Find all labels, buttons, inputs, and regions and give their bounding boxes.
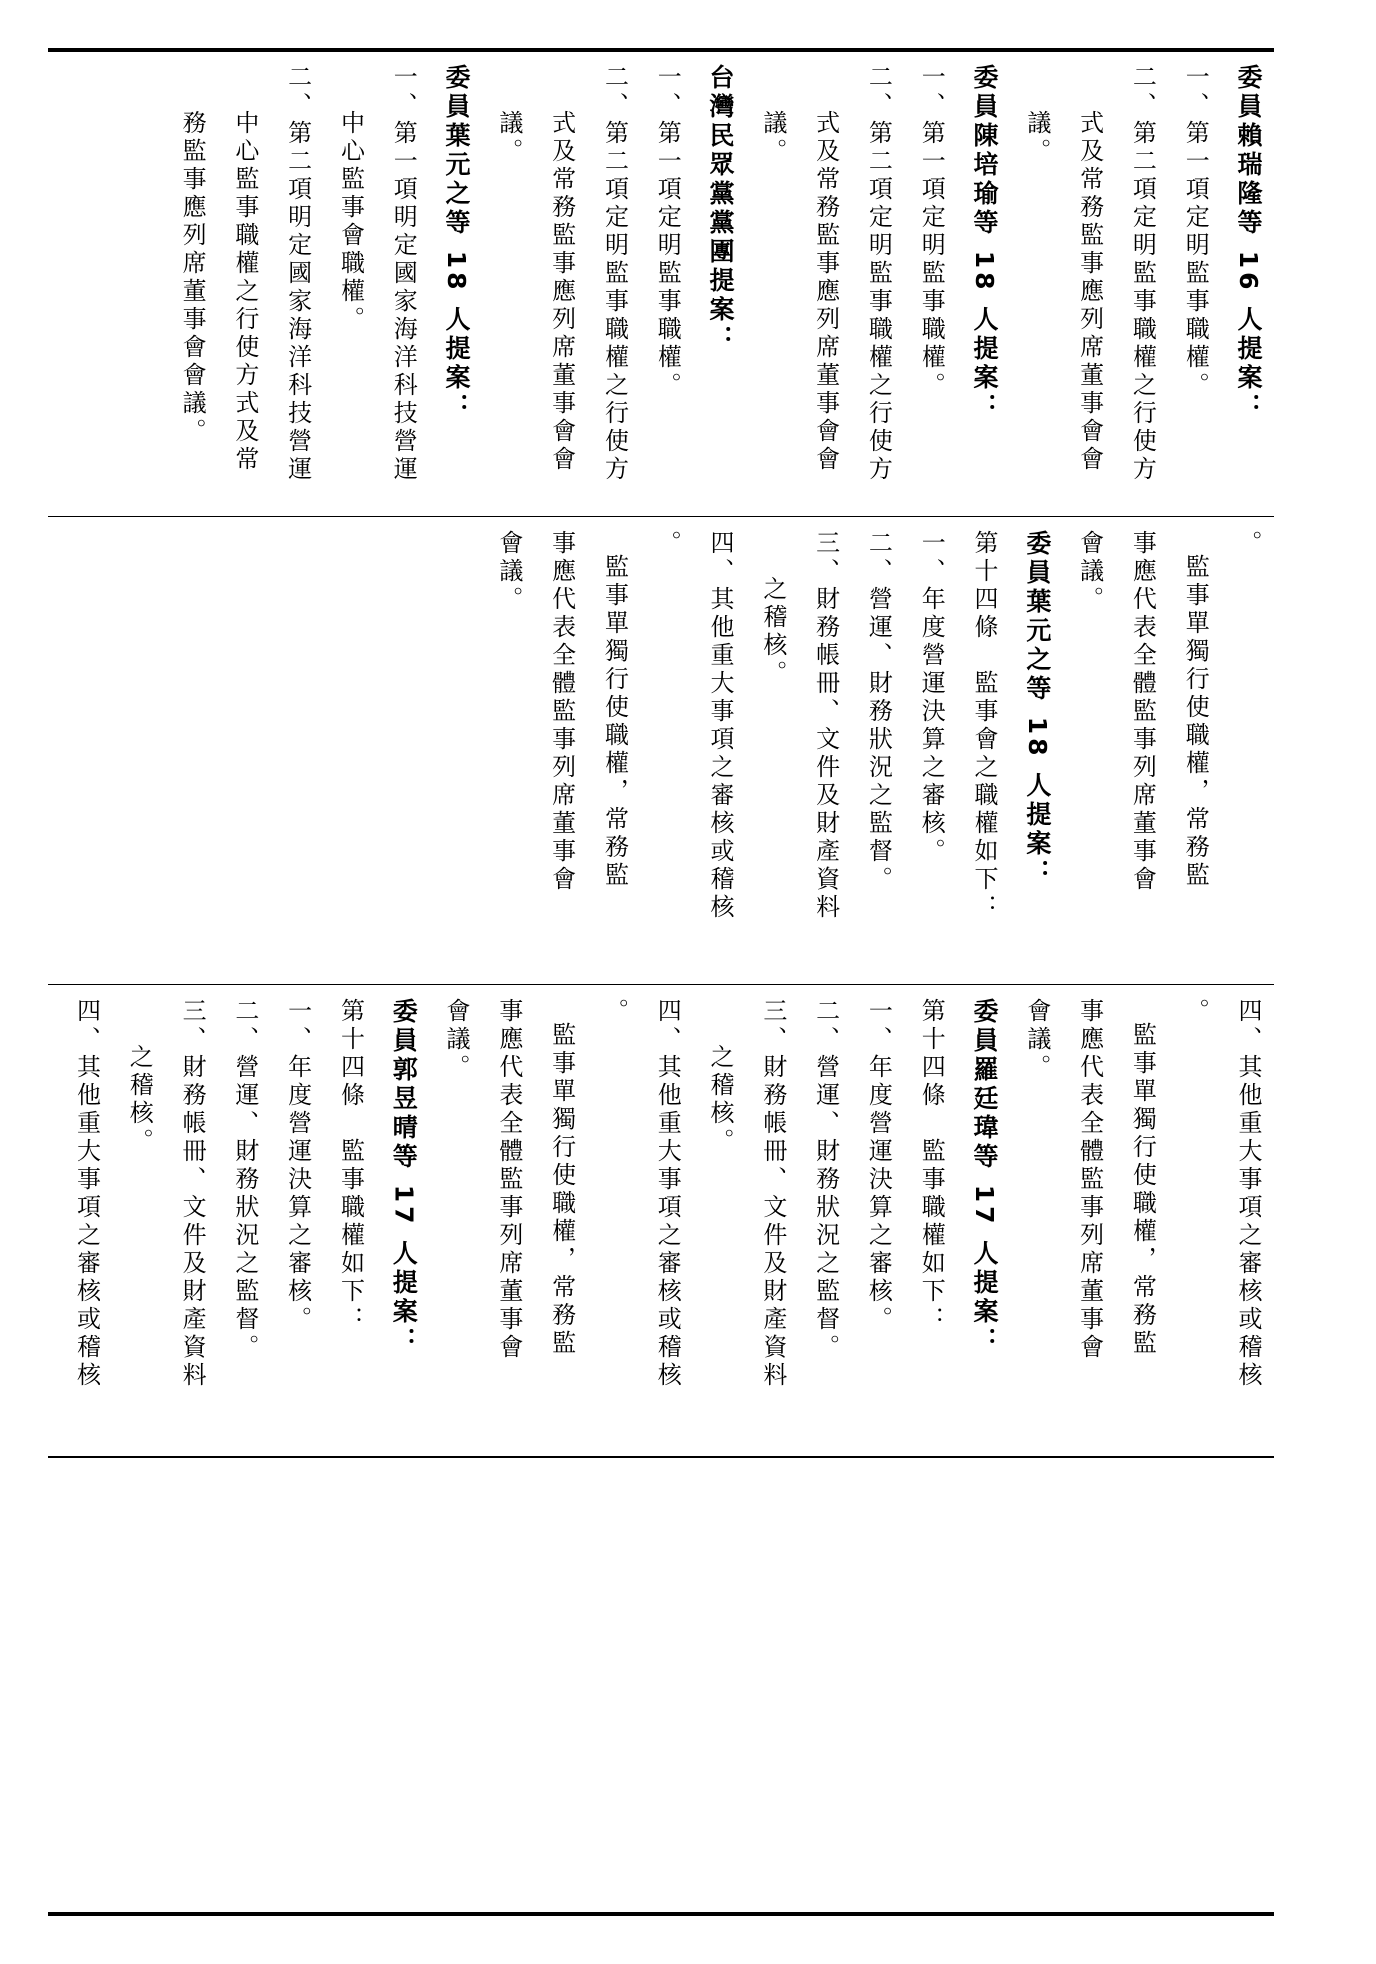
bottom-rule — [48, 1912, 1274, 1916]
text-line: 四、其他重大事項之審核或稽核 — [1234, 998, 1262, 1390]
text-line: 二、營運、財務狀況之監督。 — [864, 530, 893, 894]
text-line: 中心監事職權之行使方式及常 — [230, 110, 259, 474]
text-line: 二、第二項定明監事職權之行使方 — [864, 64, 893, 484]
text-line: 一、第一項明定國家海洋科技營運 — [389, 64, 418, 484]
text-line: 監事單獨行使職權，常務監 — [1128, 1022, 1157, 1358]
text-line: 二、第二項定明監事職權之行使方 — [600, 64, 629, 484]
text-line: 。 — [653, 530, 682, 558]
panel-middle-columns — [482, 520, 1274, 982]
text-line: 監事單獨行使職權，常務監 — [600, 554, 629, 890]
text-line: 之稽核。 — [758, 576, 787, 688]
text-line: 會議。 — [494, 530, 523, 614]
section-divider-2 — [48, 984, 1274, 985]
text-line: 。 — [1234, 530, 1262, 558]
panel-middle — [48, 520, 1274, 982]
text-line: 一、年度營運決算之審核。 — [864, 998, 893, 1334]
section-heading: 委員葉元之等 18 人提案： — [1022, 530, 1052, 889]
section-heading: 委員羅廷瑋等 17 人提案： — [970, 998, 1000, 1357]
text-line: 第十四條 監事職權如下： — [917, 998, 946, 1334]
text-line: 第十四條 監事會之職權如下： — [970, 530, 999, 922]
text-line: 事應代表全體監事列席董事會 — [494, 998, 523, 1362]
text-line: 。 — [1181, 998, 1210, 1026]
text-line: 務監事應列席董事會會議。 — [178, 110, 207, 446]
text-line: 四、其他重大事項之審核或稽核 — [72, 998, 101, 1390]
text-line: 二、第二項定明監事職權之行使方 — [1128, 64, 1157, 484]
text-line: 二、營運、財務狀況之監督。 — [811, 998, 840, 1362]
text-line: 一、第一項定明監事職權。 — [917, 64, 946, 400]
text-line: 之稽核。 — [125, 1044, 154, 1156]
text-line: 一、第一項定明監事職權。 — [1181, 64, 1210, 400]
text-line: 之稽核。 — [706, 1044, 735, 1156]
text-line: 一、年度營運決算之審核。 — [283, 998, 312, 1334]
section-end-rule — [48, 1456, 1274, 1458]
text-line: 會議。 — [1022, 998, 1051, 1082]
text-line: 四、其他重大事項之審核或稽核 — [706, 530, 735, 922]
text-line: 事應代表全體監事列席董事會 — [1075, 998, 1104, 1362]
text-line: 一、第一項定明監事職權。 — [653, 64, 682, 400]
section-heading: 委員郭昱晴等 17 人提案： — [389, 998, 419, 1357]
text-line: 式及常務監事應列席董事會會 — [1075, 110, 1104, 474]
text-line: 三、財務帳冊、文件及財產資料 — [758, 998, 787, 1390]
panel-bottom-columns — [60, 988, 1274, 1454]
text-line: 二、營運、財務狀況之監督。 — [230, 998, 259, 1362]
text-line: 。 — [600, 998, 629, 1026]
panel-top-columns — [165, 54, 1274, 516]
text-line: 議。 — [494, 110, 523, 166]
text-line: 監事單獨行使職權，常務監 — [547, 1022, 576, 1358]
text-line: 第十四條 監事職權如下： — [336, 998, 365, 1334]
section-divider-1 — [48, 516, 1274, 517]
text-line: 會議。 — [1075, 530, 1104, 614]
section-heading: 委員葉元之等 18 人提案： — [442, 64, 472, 423]
text-line: 三、財務帳冊、文件及財產資料 — [178, 998, 207, 1390]
section-heading: 台灣民眾黨黨團提案： — [706, 64, 736, 354]
text-line: 四、其他重大事項之審核或稽核 — [653, 998, 682, 1390]
text-line: 議。 — [758, 110, 787, 166]
text-line: 三、財務帳冊、文件及財產資料 — [811, 530, 840, 922]
text-line: 監事單獨行使職權，常務監 — [1181, 554, 1210, 890]
section-heading: 委員賴瑞隆等 16 人提案： — [1234, 64, 1263, 423]
text-line: 式及常務監事應列席董事會會 — [811, 110, 840, 474]
text-line: 會議。 — [442, 998, 471, 1082]
top-rule — [48, 48, 1274, 52]
panel-top — [48, 54, 1274, 516]
text-line: 二、第二項明定國家海洋科技營運 — [283, 64, 312, 484]
text-line: 式及常務監事應列席董事會會 — [547, 110, 576, 474]
text-line: 事應代表全體監事列席董事會 — [547, 530, 576, 894]
section-heading: 委員陳培瑜等 18 人提案： — [970, 64, 1000, 423]
text-line: 事應代表全體監事列席董事會 — [1128, 530, 1157, 894]
text-line: 議。 — [1022, 110, 1051, 166]
panel-bottom — [48, 988, 1274, 1454]
text-line: 中心監事會職權。 — [336, 110, 365, 334]
text-line: 一、年度營運決算之審核。 — [917, 530, 946, 866]
